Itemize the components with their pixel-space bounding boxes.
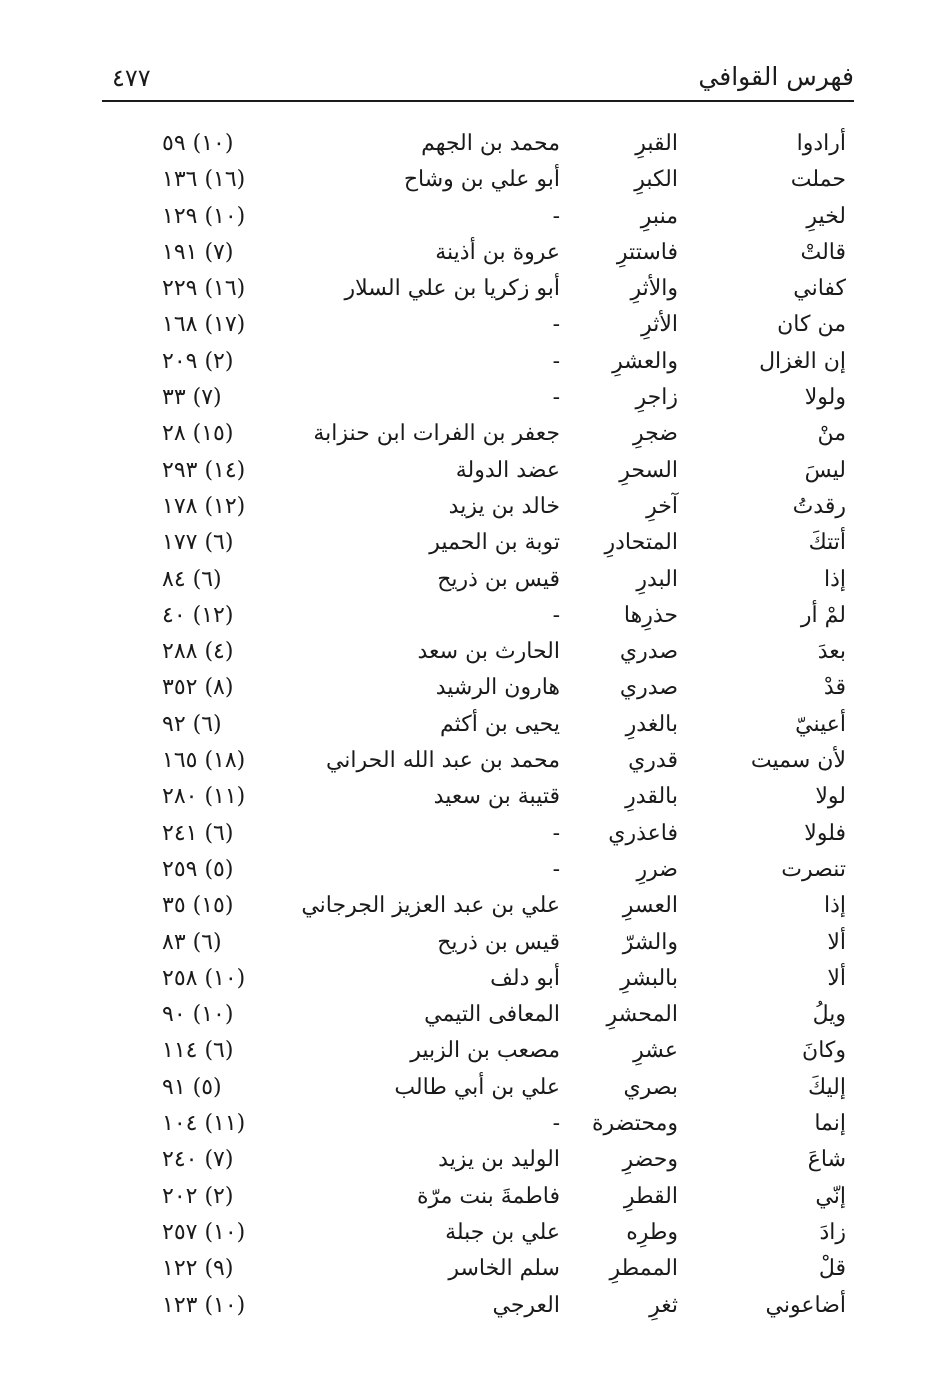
table-row: [102, 816, 854, 852]
table-row: [102, 852, 854, 888]
poet-name: -: [552, 820, 560, 846]
poet-name: فاطمةَ بنت مرّة: [416, 1183, 560, 1209]
table-row: [102, 525, 854, 561]
verse-opening: قدْ: [823, 675, 846, 701]
page-reference: (٢) ٢٠٢: [162, 1183, 234, 1209]
table-row: [102, 670, 854, 706]
table-row: [102, 1179, 854, 1215]
rhyme-index-table: [102, 126, 854, 1324]
table-row: [102, 1251, 854, 1287]
table-row: [102, 1288, 854, 1324]
page-reference: (٦) ٩٢: [162, 711, 222, 737]
verse-opening: لخيرِ: [806, 203, 846, 229]
rhyme-word: العسرِ: [622, 893, 678, 919]
page-reference: (٧) ٣٣: [162, 385, 222, 411]
poet-name: خالد بن يزيد: [448, 493, 560, 519]
page-reference: (١٠) ٩٠: [162, 1002, 234, 1028]
table-row: [102, 416, 854, 452]
verse-opening: ليسَ: [804, 457, 846, 483]
verse-opening: ألا: [827, 965, 846, 991]
page-reference: (١٥) ٣٥: [162, 893, 234, 919]
verse-opening: رقدتُ: [792, 493, 846, 519]
poet-name: -: [552, 1111, 560, 1137]
page-header: [102, 58, 854, 102]
verse-opening: ألا: [827, 929, 846, 955]
table-row: [102, 1142, 854, 1178]
verse-opening: ولولا: [804, 385, 846, 411]
table-row: [102, 634, 854, 670]
rhyme-word: بصري: [623, 1074, 678, 1100]
verse-opening: ويلُ: [812, 1002, 846, 1028]
page-reference: (٦) ١٧٧: [162, 530, 234, 556]
page-reference: (٨) ٣٥٢: [162, 675, 234, 701]
rhyme-word: فاستترِ: [616, 239, 678, 265]
verse-opening: إنّي: [815, 1183, 846, 1209]
page-reference: (١٠) ٢٥٨: [162, 965, 246, 991]
table-row: [102, 707, 854, 743]
poet-name: مصعب بن الزبير: [410, 1038, 560, 1064]
poet-name: محمد بن الجهم: [421, 131, 560, 156]
poet-name: الحارث بن سعد: [417, 639, 560, 665]
verse-opening: حملت: [790, 167, 846, 193]
poet-name: أبو دلف: [490, 965, 560, 991]
page-reference: (٥) ٢٥٩: [162, 856, 234, 882]
table-row: [102, 888, 854, 924]
rhyme-word: آخرِ: [646, 493, 678, 519]
page-reference: (٢) ٢٠٩: [162, 348, 234, 374]
page-reference: (٦) ٨٤: [162, 566, 222, 592]
verse-opening: أرادوا: [796, 131, 846, 156]
poet-name: سلم الخاسر: [448, 1256, 560, 1282]
poet-name: العرجي: [492, 1292, 560, 1318]
page-reference: (١٦) ٢٢٩: [162, 276, 246, 302]
page-reference: (٦) ٨٣: [162, 929, 222, 955]
page-reference: (١٠) ٢٥٧: [162, 1219, 246, 1245]
table-row: [102, 925, 854, 961]
poet-name: هارون الرشيد: [435, 675, 560, 701]
table-row: [102, 307, 854, 343]
poet-name: توبة بن الحمير: [429, 530, 560, 556]
page-reference: (١١) ١٠٤: [162, 1111, 246, 1137]
verse-opening: زادَ: [819, 1219, 846, 1245]
poet-name: المعافى التيمي: [424, 1002, 560, 1028]
rhyme-word: المحشرِ: [606, 1002, 678, 1028]
page-reference: (١٨) ١٦٥: [162, 748, 246, 774]
poet-name: يحيى بن أكثم: [439, 711, 560, 737]
page-reference: (١٠) ١٢٣: [162, 1292, 246, 1318]
page-reference: (١٥) ٢٨: [162, 421, 234, 447]
rhyme-word: صدري: [619, 639, 678, 665]
poet-name: محمد بن عبد الله الحراني: [325, 748, 560, 774]
rhyme-word: زاجرِ: [635, 385, 678, 411]
page-number: ٤٧٧: [112, 64, 151, 92]
rhyme-word: والعشرِ: [612, 348, 678, 374]
rhyme-word: الكبرِ: [634, 167, 678, 193]
table-row: [102, 344, 854, 380]
poet-name: الوليد بن يزيد: [438, 1147, 560, 1173]
poet-name: -: [552, 203, 560, 229]
table-row: [102, 235, 854, 271]
rhyme-word: القبرِ: [635, 131, 678, 156]
verse-opening: من كان: [777, 312, 846, 338]
page-reference: (١٢) ٤٠: [162, 602, 234, 628]
rhyme-word: فاعذري: [608, 820, 678, 846]
rhyme-word: السحرِ: [619, 457, 678, 483]
page-reference: (١٢) ١٧٨: [162, 493, 246, 519]
poet-name: علي بن عبد العزيز الجرجاني: [301, 893, 560, 919]
page-reference: (١٠) ١٢٩: [162, 203, 246, 229]
poet-name: عضد الدولة: [455, 457, 560, 483]
verse-opening: إذا: [823, 566, 846, 592]
table-row: [102, 997, 854, 1033]
poet-name: -: [552, 602, 560, 628]
verse-opening: منْ: [817, 421, 846, 447]
rhyme-word: البدرِ: [636, 566, 678, 592]
rhyme-word: قدري: [628, 748, 678, 774]
verse-opening: قلْ: [818, 1256, 846, 1282]
verse-opening: وكانَ: [802, 1038, 846, 1064]
verse-opening: أعينيّ: [795, 711, 846, 737]
table-row: [102, 489, 854, 525]
rhyme-word: وطرِه: [626, 1219, 678, 1245]
verse-opening: بعدَ: [817, 639, 846, 665]
rhyme-word: القطرِ: [623, 1183, 678, 1209]
verse-opening: لمْ أر: [800, 602, 846, 628]
verse-opening: إن الغزال: [759, 348, 846, 374]
rhyme-word: بالبشرِ: [620, 965, 678, 991]
page-reference: (١٦) ١٣٦: [162, 167, 246, 193]
page-reference: (١٤) ٢٩٣: [162, 457, 246, 483]
verse-opening: إذا: [823, 893, 846, 919]
rhyme-word: عشرِ: [633, 1038, 678, 1064]
poet-name: أبو زكريا بن علي السلار: [344, 276, 560, 302]
poet-name: جعفر بن الفرات ابن حنزابة: [313, 421, 560, 447]
page-reference: (١١) ٢٨٠: [162, 784, 246, 810]
page-reference: (٦) ٢٤١: [162, 820, 234, 846]
page-reference: (٦) ١١٤: [162, 1038, 234, 1064]
page-reference: (٥) ٩١: [162, 1074, 222, 1100]
table-row: [102, 199, 854, 235]
page-reference: (١٠) ٥٩: [162, 131, 234, 156]
table-row: [102, 743, 854, 779]
table-row: [102, 1215, 854, 1251]
rhyme-word: حذرِها: [623, 602, 678, 628]
verse-opening: كفاني: [793, 276, 846, 302]
verse-opening: أتتكَ: [808, 530, 846, 556]
poet-name: قتيبة بن سعيد: [433, 784, 560, 810]
table-row: [102, 562, 854, 598]
poet-name: -: [552, 312, 560, 338]
rhyme-word: ضجرِ: [632, 421, 678, 447]
verse-opening: لولا: [815, 784, 846, 810]
poet-name: عروة بن أذينة: [435, 239, 560, 265]
rhyme-word: بالقدرِ: [625, 784, 678, 810]
table-row: [102, 271, 854, 307]
rhyme-word: ومحتضرة: [592, 1111, 678, 1137]
rhyme-word: منبرِ: [640, 203, 678, 229]
table-row: [102, 453, 854, 489]
poet-name: -: [552, 856, 560, 882]
poet-name: قيس بن ذريح: [437, 929, 560, 955]
poet-name: علي بن جبلة: [445, 1219, 560, 1245]
verse-opening: فلولا: [804, 820, 846, 846]
table-row: [102, 598, 854, 634]
table-row: [102, 126, 854, 162]
verse-opening: إنما: [814, 1111, 846, 1137]
page-reference: (٤) ٢٨٨: [162, 639, 234, 665]
verse-opening: تنصرت: [781, 856, 846, 882]
page-title: فهرس القوافي: [698, 62, 854, 91]
table-row: [102, 380, 854, 416]
rhyme-word: المتحادرِ: [604, 530, 678, 556]
verse-opening: إليكَ: [808, 1074, 846, 1100]
table-row: [102, 162, 854, 198]
rhyme-word: والشرّ: [622, 929, 678, 955]
verse-opening: شاعَ: [807, 1147, 846, 1173]
table-row: [102, 1033, 854, 1069]
table-row: [102, 1070, 854, 1106]
verse-opening: لأن سميت: [750, 748, 846, 774]
poet-name: علي بن أبي طالب: [394, 1074, 560, 1100]
rhyme-word: صدري: [619, 675, 678, 701]
page-reference: (٧) ٢٤٠: [162, 1147, 234, 1173]
header-divider: [102, 100, 854, 102]
page-reference: (٧) ١٩١: [162, 239, 234, 265]
verse-opening: قالتْ: [800, 239, 846, 265]
rhyme-word: الممطرِ: [609, 1256, 678, 1282]
table-row: [102, 961, 854, 997]
rhyme-word: الأثرِ: [641, 312, 678, 338]
rhyme-word: ضررِ: [636, 856, 678, 882]
verse-opening: أضاعوني: [765, 1292, 846, 1318]
page-reference: (١٧) ١٦٨: [162, 312, 246, 338]
poet-name: -: [552, 348, 560, 374]
rhyme-word: ثغرِ: [649, 1292, 678, 1318]
poet-name: أبو علي بن وشاح: [403, 167, 560, 193]
rhyme-word: والأثرِ: [630, 276, 678, 302]
poet-name: قيس بن ذريح: [437, 566, 560, 592]
rhyme-word: وحضرِ: [622, 1147, 678, 1173]
poet-name: -: [552, 385, 560, 411]
page-reference: (٩) ١٢٢: [162, 1256, 234, 1282]
rhyme-word: بالغدرِ: [625, 711, 678, 737]
table-row: [102, 1106, 854, 1142]
table-row: [102, 779, 854, 815]
